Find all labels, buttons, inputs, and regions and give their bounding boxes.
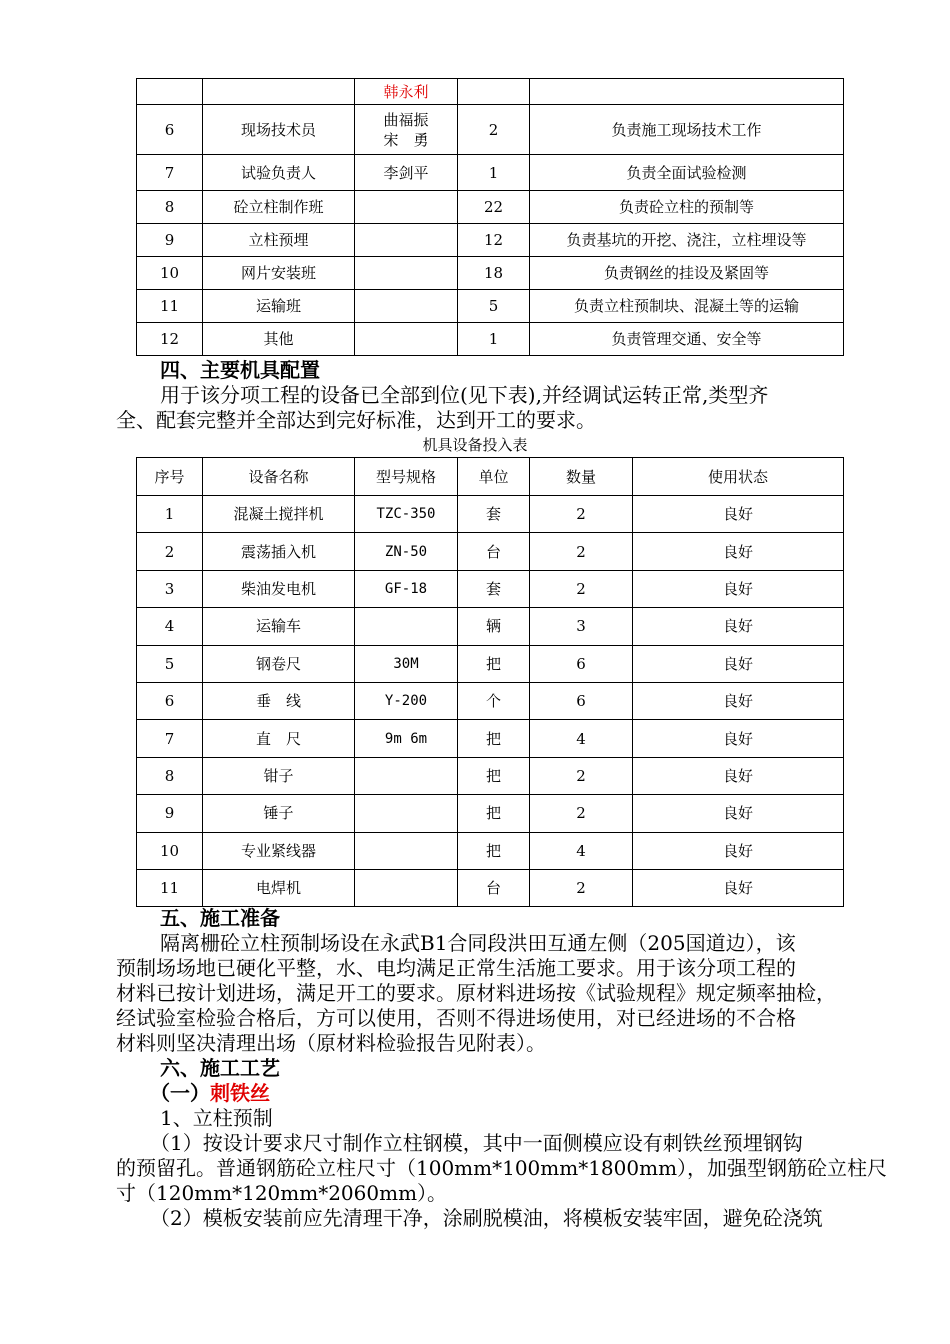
equip-qty: 4 [530,832,633,869]
equip-header-row [137,458,844,496]
staff-no: 10 [137,257,203,290]
staff-duty [530,79,844,105]
staff-no: 6 [137,105,203,155]
section5-line5: 材料则坚决清理出场（原材料检验报告见附表）。 [116,1031,546,1055]
staff-row [137,224,844,257]
equip-no: 7 [137,720,203,757]
equip-model [355,608,458,645]
staff-role: 现场技术员 [203,105,355,155]
staff-role: 网片安装班 [203,257,355,290]
equip-unit: 把 [458,795,530,832]
staff-names [355,257,458,290]
staff-names [355,224,458,257]
equip-row [137,795,844,832]
equip-row [137,757,844,794]
equip-unit: 把 [458,720,530,757]
staff-duty: 负责全面试验检测 [530,155,844,191]
staff-name: 宋 勇 [383,130,429,149]
staff-role: 其他 [203,323,355,356]
equip-status: 良好 [633,570,844,607]
equip-no: 9 [137,795,203,832]
equip-qty: 6 [530,645,633,682]
equip-name: 混凝土搅拌机 [203,496,355,533]
equip-qty: 4 [530,720,633,757]
staff-row [137,105,844,155]
header-status: 使用状态 [633,458,844,496]
staff-count: 1 [458,323,530,356]
staff-role [203,79,355,105]
staff-names [355,290,458,323]
equip-unit: 辆 [458,608,530,645]
equip-row [137,832,844,869]
header-no: 序号 [137,458,203,496]
staff-count [458,79,530,105]
equip-name: 垂 线 [203,682,355,719]
equip-row [137,496,844,533]
section6-line4: （2）模板安装前应先清理干净，涂刷脱模油，将模板安装牢固，避免砼浇筑 [150,1206,823,1230]
equip-status: 良好 [633,608,844,645]
equip-name: 运输车 [203,608,355,645]
staff-duty: 负责钢丝的挂设及紧固等 [530,257,844,290]
staff-no: 9 [137,224,203,257]
equip-qty: 2 [530,795,633,832]
section4-heading: 四、主要机具配置 [160,358,320,382]
equip-qty: 2 [530,757,633,794]
staff-row [137,323,844,356]
staff-count: 12 [458,224,530,257]
staff-duty: 负责立柱预制块、混凝土等的运输 [530,290,844,323]
equip-status: 良好 [633,757,844,794]
staff-names [355,323,458,356]
staff-names [355,79,458,105]
equip-unit: 台 [458,533,530,570]
equip-row [137,869,844,906]
staff-count: 5 [458,290,530,323]
equip-unit: 个 [458,682,530,719]
section5-line4: 经试验室检验合格后，方可以使用，否则不得进场使用，对已经进场的不合格 [116,1006,796,1030]
header-unit: 单位 [458,458,530,496]
section5-line1: 隔离栅砼立柱预制场设在永武B1合同段洪田互通左侧（205国道边），该 [160,931,796,955]
section4-para-line2: 全、配套完整并全部达到完好标准，达到开工的要求。 [116,408,596,432]
section6-item1: 1、立柱预制 [160,1106,273,1130]
equip-unit: 台 [458,869,530,906]
equip-qty: 6 [530,682,633,719]
equip-row [137,533,844,570]
equip-no: 5 [137,645,203,682]
section5-line3: 材料已按计划进场，满足开工的要求。原材料进场按《试验规程》规定频率抽检， [116,981,836,1005]
equip-model [355,795,458,832]
staff-role: 运输班 [203,290,355,323]
equip-row [137,570,844,607]
header-model: 型号规格 [355,458,458,496]
equip-no: 3 [137,570,203,607]
equip-model: 9m 6m [355,720,458,757]
staff-name: 韩永利 [383,82,429,101]
equip-row [137,682,844,719]
equip-row [137,608,844,645]
equip-no: 6 [137,682,203,719]
equip-model: Y-200 [355,682,458,719]
equip-status: 良好 [633,869,844,906]
section6-subheading [150,1081,270,1105]
equip-status: 良好 [633,720,844,757]
equip-row [137,645,844,682]
header-name: 设备名称 [203,458,355,496]
header-qty: 数量 [530,458,633,496]
equip-unit: 套 [458,570,530,607]
staff-count: 22 [458,191,530,224]
section4-para-line1: 用于该分项工程的设备已全部到位(见下表),并经调试运转正常,类型齐 [160,383,769,407]
equip-status: 良好 [633,682,844,719]
staff-duty: 负责基坑的开挖、浇注，立柱埋设等 [530,224,844,257]
equip-name: 震荡插入机 [203,533,355,570]
equip-model [355,757,458,794]
equip-name: 柴油发电机 [203,570,355,607]
staff-row [137,79,844,105]
equip-row [137,720,844,757]
subheading-title: 刺铁丝 [210,1081,270,1105]
equip-qty: 2 [530,533,633,570]
section5-heading: 五、施工准备 [160,906,280,930]
equip-status: 良好 [633,533,844,570]
equip-table-caption: 机具设备投入表 [422,436,528,454]
staff-duty: 负责管理交通、安全等 [530,323,844,356]
staff-role: 砼立柱制作班 [203,191,355,224]
equip-name: 电焊机 [203,869,355,906]
equip-qty: 2 [530,570,633,607]
staff-duty: 负责施工现场技术工作 [530,105,844,155]
equip-unit: 把 [458,832,530,869]
equip-unit: 把 [458,645,530,682]
equip-model: ZN-50 [355,533,458,570]
section6-heading: 六、施工工艺 [160,1056,280,1080]
staff-no: 12 [137,323,203,356]
staff-no: 7 [137,155,203,191]
section6-line2: 的预留孔。普通钢筋砼立柱尺寸（100mm*100mm*1800mm），加强型钢筋砼立柱尺 [116,1156,888,1180]
equip-name: 锤子 [203,795,355,832]
subheading-prefix: （一） [150,1081,210,1105]
staff-count: 18 [458,257,530,290]
equip-name: 钳子 [203,757,355,794]
staff-name: 曲福振 [383,110,429,129]
staff-row [137,155,844,191]
equip-status: 良好 [633,795,844,832]
equip-no: 8 [137,757,203,794]
staff-table [136,78,844,356]
staff-no [137,79,203,105]
equip-no: 4 [137,608,203,645]
equip-unit: 把 [458,757,530,794]
section6-line3: 寸（120mm*120mm*2060mm）。 [116,1181,448,1205]
staff-row [137,191,844,224]
equip-model [355,832,458,869]
staff-no: 11 [137,290,203,323]
staff-role: 试验负责人 [203,155,355,191]
equip-no: 11 [137,869,203,906]
equip-status: 良好 [633,496,844,533]
staff-names [355,191,458,224]
equip-unit: 套 [458,496,530,533]
staff-names [355,105,458,155]
staff-no: 8 [137,191,203,224]
equip-qty: 2 [530,869,633,906]
equipment-table [136,457,844,907]
equip-name: 直 尺 [203,720,355,757]
equip-no: 1 [137,496,203,533]
equip-model: TZC-350 [355,496,458,533]
equip-status: 良好 [633,832,844,869]
equip-name: 钢卷尺 [203,645,355,682]
equip-no: 10 [137,832,203,869]
staff-row [137,257,844,290]
staff-role: 立柱预埋 [203,224,355,257]
staff-count: 1 [458,155,530,191]
equip-status: 良好 [633,645,844,682]
staff-name: 李剑平 [383,163,429,182]
section6-line1: （1）按设计要求尺寸制作立柱钢模，其中一面侧模应设有刺铁丝预埋钢钩 [150,1131,803,1155]
equip-model: GF-18 [355,570,458,607]
equip-name: 专业紧线器 [203,832,355,869]
equip-qty: 2 [530,496,633,533]
staff-names [355,155,458,191]
staff-row [137,290,844,323]
staff-count: 2 [458,105,530,155]
equip-qty: 3 [530,608,633,645]
section5-line2: 预制场场地已硬化平整，水、电均满足正常生活施工要求。用于该分项工程的 [116,956,796,980]
equip-model: 30M [355,645,458,682]
staff-duty: 负责砼立柱的预制等 [530,191,844,224]
equip-no: 2 [137,533,203,570]
equip-model [355,869,458,906]
